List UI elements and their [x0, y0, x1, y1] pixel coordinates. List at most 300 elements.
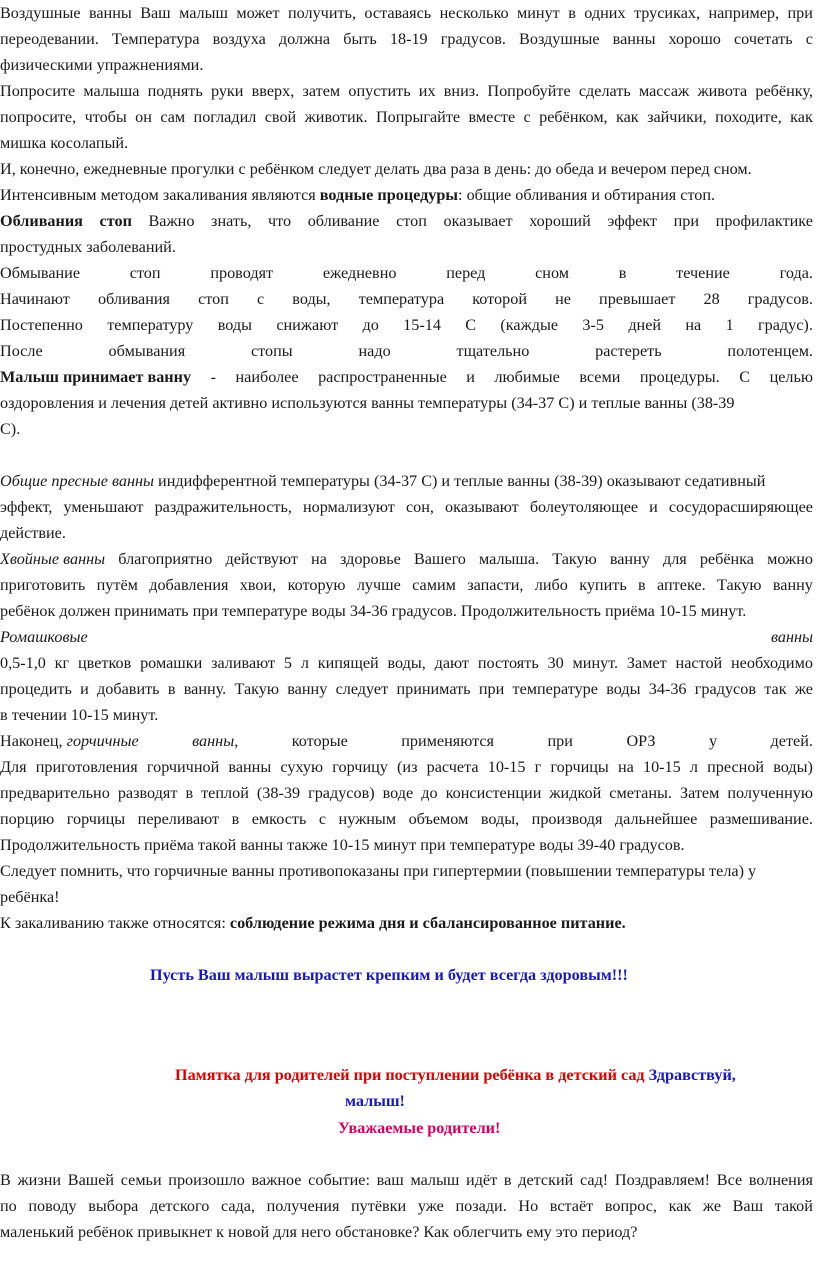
- paragraph-line: ребёнка!: [0, 888, 60, 906]
- word: сметаны.: [609, 784, 672, 802]
- word: которые: [291, 732, 348, 750]
- word: стоп: [396, 212, 427, 230]
- word: С: [465, 316, 477, 334]
- word: сада,: [220, 1197, 255, 1215]
- word: дней: [628, 316, 662, 334]
- paragraph-line: [0, 728, 813, 754]
- text-run: Интенсивным методом закаливания являются: [0, 186, 320, 204]
- paragraph-line: физическими упражнениями.: [0, 56, 204, 74]
- word: 28: [703, 290, 720, 308]
- word: воды: [217, 316, 252, 334]
- word: 0,5-1,0: [0, 654, 46, 672]
- word: стоп: [198, 290, 229, 308]
- paragraph-line: действие.: [0, 524, 66, 542]
- word: Температура: [111, 30, 200, 48]
- paragraph-line: маленький ребёнок привыкнет к новой для него обстановке? Как облегчить ему это период?: [0, 1223, 638, 1241]
- memo-parents: Уважаемые родители!: [338, 1119, 501, 1137]
- word: по: [0, 1197, 17, 1215]
- word: любимые: [494, 368, 560, 386]
- word: раздражительность,: [154, 498, 292, 516]
- word: при: [478, 680, 505, 698]
- paragraph-line: [0, 754, 813, 780]
- word: вопрос,: [604, 1197, 657, 1215]
- word: воды): [773, 758, 813, 776]
- word: поводу: [28, 1197, 77, 1215]
- word: живота: [697, 82, 748, 100]
- word: 1: [725, 316, 734, 334]
- bold-text: Обливания: [0, 212, 83, 230]
- word: градусов.: [440, 30, 506, 48]
- word: в: [618, 264, 627, 282]
- word: он: [135, 108, 152, 126]
- paragraph-line: простудных заболеваний.: [0, 238, 176, 256]
- word: обмывания: [108, 342, 186, 360]
- word: трусиках,: [633, 4, 701, 22]
- word: быть: [343, 30, 377, 48]
- word: ванну: [287, 680, 328, 698]
- word: воды: [606, 680, 641, 698]
- paragraph-line: [0, 182, 813, 208]
- word: воздуха: [212, 30, 266, 48]
- italic-text: Хвойные ванны: [0, 550, 106, 568]
- word: опустить: [348, 82, 411, 100]
- word: Воздушные: [0, 4, 81, 22]
- word: что: [267, 212, 292, 230]
- word: Обмывание: [0, 264, 81, 282]
- word: сном: [535, 264, 570, 282]
- word: 10-15: [487, 758, 526, 776]
- word: либо: [534, 576, 568, 594]
- word: ребёнка: [699, 550, 754, 568]
- word: В: [0, 1171, 11, 1189]
- word: с: [257, 290, 265, 308]
- word: походите,: [715, 108, 782, 126]
- bold-text: соблюдение режима дня и сбалансированное питание.: [229, 914, 626, 932]
- word: с: [805, 30, 813, 48]
- word: сочетать: [734, 30, 793, 48]
- word: надо: [358, 342, 391, 360]
- word: ежедневно: [322, 264, 397, 282]
- word: цветков: [78, 654, 132, 672]
- word: у: [708, 732, 718, 750]
- word: погладил: [193, 108, 257, 126]
- word: которую: [287, 576, 346, 594]
- word: предварительно: [0, 784, 110, 802]
- word: минут.: [572, 654, 619, 672]
- word: кг: [54, 654, 70, 672]
- word: же: [702, 1197, 722, 1215]
- word: одних: [584, 4, 626, 22]
- word: должна: [278, 30, 331, 48]
- word: размешивание.: [709, 810, 813, 828]
- word: следует: [335, 680, 389, 698]
- word: переодевании.: [0, 30, 99, 48]
- word: Воздушные: [519, 30, 600, 48]
- word: Но: [518, 1197, 539, 1215]
- word: приготовления: [35, 758, 138, 776]
- word: применяются: [401, 732, 495, 750]
- paragraph-line: Продолжительность приёма такой ванны также 10-15 минут при температуре воды 39-40 градусов.: [0, 836, 685, 854]
- word: объемом: [408, 810, 469, 828]
- word: температуре: [512, 680, 598, 698]
- word: Вашего: [413, 550, 466, 568]
- word: Замет: [626, 654, 667, 672]
- word: Такую: [552, 550, 597, 568]
- paragraph-line: [0, 104, 813, 130]
- word: Ваш: [732, 1197, 764, 1215]
- word: порцию: [0, 810, 55, 828]
- word: запасти,: [467, 576, 524, 594]
- word: хорошо: [668, 30, 721, 48]
- word: болеутоляющее: [529, 498, 639, 516]
- word: ванну: [609, 550, 650, 568]
- word: с: [523, 108, 531, 126]
- word: Важно: [148, 212, 195, 230]
- word: Затем: [679, 784, 720, 802]
- word: полученную: [727, 784, 813, 802]
- italic-text: Общие пресные ванны: [0, 472, 154, 490]
- word: воды,: [387, 654, 426, 672]
- word: самим: [412, 576, 456, 594]
- word: здоровье: [340, 550, 401, 568]
- word: на: [617, 758, 634, 776]
- word: до: [362, 316, 379, 334]
- word: позади.: [455, 1197, 507, 1215]
- word: в: [638, 576, 646, 594]
- word: течение: [676, 264, 730, 282]
- paragraph-line: [0, 572, 813, 598]
- word: Такую: [716, 576, 762, 594]
- word: встаёт: [549, 1197, 594, 1215]
- word: несколько: [439, 4, 509, 22]
- word: теплой: [201, 784, 249, 802]
- word: может: [236, 4, 280, 22]
- word: проводят: [210, 264, 274, 282]
- word: для: [662, 550, 687, 568]
- bold-text: Малыш принимает ванну: [0, 368, 192, 386]
- word: при: [787, 4, 813, 22]
- word: емкость: [251, 810, 307, 828]
- word: ромашки: [140, 654, 203, 672]
- word: горчицы: [550, 758, 609, 776]
- word: целью: [769, 368, 813, 386]
- word: жизни: [17, 1171, 62, 1189]
- bold-text: водные процедуры: [319, 186, 459, 204]
- word: действуют: [225, 550, 298, 568]
- word: поднять: [147, 82, 203, 100]
- italic-text: Ромашковые: [0, 628, 88, 646]
- word: 34-36: [648, 680, 687, 698]
- word: и: [80, 680, 89, 698]
- paragraph-line: [0, 286, 813, 312]
- word: ванны: [228, 758, 272, 776]
- word: не: [555, 290, 571, 308]
- paragraph-line: [0, 780, 813, 806]
- text-run: К закаливанию также относятся:: [0, 914, 230, 932]
- word: Вашей: [67, 1171, 115, 1189]
- paragraph-line: [0, 260, 813, 286]
- word: выбора: [88, 1197, 139, 1215]
- word: сад!: [580, 1171, 609, 1189]
- word: малыш: [410, 1171, 460, 1189]
- word: нужным: [338, 810, 397, 828]
- word: 30: [547, 654, 564, 672]
- word: так: [764, 680, 787, 698]
- paragraph-line: [0, 468, 813, 494]
- word: л: [300, 654, 309, 672]
- word: же: [794, 680, 813, 698]
- word: дают: [434, 654, 469, 672]
- word: постоять: [477, 654, 539, 672]
- word: получить,: [287, 4, 356, 22]
- word: в: [568, 4, 576, 22]
- word: оставаясь: [364, 4, 432, 22]
- italic-text: ванны: [192, 732, 235, 750]
- word: ваш: [376, 1171, 404, 1189]
- paragraph-line: оздоровления и лечения детей активно используются ванны температуры (34-37 С) и теплые ванны (38-39: [0, 394, 735, 412]
- word: путём: [96, 576, 138, 594]
- word: пресной: [707, 758, 765, 776]
- paragraph-line: И, конечно, ежедневные прогулки с ребёнком следует делать два раза в день: до обеда и вечером перед сном.: [0, 160, 752, 178]
- word: градусов: [694, 680, 756, 698]
- memo-title: Памятка для родителей при поступлении ребёнка в детский сад: [175, 1066, 645, 1084]
- word: обливание: [307, 212, 380, 230]
- text-run: : общие обливания и обтирания стоп.: [458, 186, 716, 204]
- word: детский: [518, 1171, 574, 1189]
- word: -: [210, 368, 216, 386]
- word: важное: [251, 1171, 302, 1189]
- word: детского: [149, 1197, 210, 1215]
- word: переливают: [137, 810, 220, 828]
- word: с: [318, 810, 327, 828]
- word: С: [739, 368, 751, 386]
- paragraph-line: [0, 650, 813, 676]
- word: животик.: [304, 108, 368, 126]
- word: сон,: [405, 498, 434, 516]
- word: нормализуют: [302, 498, 395, 516]
- word: производя: [531, 810, 603, 828]
- word: воде: [382, 784, 414, 802]
- word: обливания: [97, 290, 170, 308]
- word: оказывают: [445, 498, 519, 516]
- word: (38-39: [256, 784, 301, 802]
- word: консистенции: [445, 784, 542, 802]
- paragraph-line: [0, 312, 813, 338]
- word: при: [673, 212, 700, 230]
- word: событие:: [308, 1171, 370, 1189]
- paragraph-line: [0, 1167, 813, 1193]
- word: 18-19: [389, 30, 428, 48]
- word: жидкой: [549, 784, 602, 802]
- word: процедуры.: [639, 368, 720, 386]
- word: добавления: [149, 576, 229, 594]
- word: горчичной: [146, 758, 220, 776]
- word: Для: [0, 758, 27, 776]
- word: ванну: [772, 576, 813, 594]
- word: процедить: [0, 680, 72, 698]
- word: сосудорасширяющее: [668, 498, 813, 516]
- word: Все: [716, 1171, 743, 1189]
- memo-greeting: Здравствуй,: [648, 1066, 736, 1084]
- word: получения: [266, 1197, 340, 1215]
- text-run: ванны,: [192, 732, 239, 750]
- word: массаж: [638, 82, 690, 100]
- word: вместе: [468, 108, 516, 126]
- word: сухую: [280, 758, 324, 776]
- word: года.: [779, 264, 813, 282]
- word: л: [689, 758, 698, 776]
- word: 5: [283, 654, 293, 672]
- word: превышает: [599, 290, 676, 308]
- word: (каждые: [500, 316, 559, 334]
- word: 10-15: [642, 758, 681, 776]
- word: как: [790, 108, 813, 126]
- word: дальнейшее: [614, 810, 698, 828]
- word: приготовить: [0, 576, 86, 594]
- paragraph-line: [0, 676, 813, 702]
- paragraph-line: [0, 910, 813, 936]
- word: уже: [417, 1197, 444, 1215]
- word: аптеке.: [657, 576, 706, 594]
- word: как: [668, 1197, 692, 1215]
- word: и: [466, 368, 475, 386]
- paragraph-line: [0, 806, 813, 832]
- closing-wish: Пусть Ваш малыш вырастет крепким и будет всегда здоровым!!!: [150, 966, 628, 984]
- word: воды,: [292, 290, 331, 308]
- word: Ваш: [140, 4, 171, 22]
- word: Попросите: [0, 82, 76, 100]
- paragraph-line: [0, 208, 813, 234]
- word: тщательно: [456, 342, 530, 360]
- word: затем: [302, 82, 341, 100]
- word: Попрыгайте: [375, 108, 461, 126]
- word: до: [421, 784, 438, 802]
- word: стопы: [250, 342, 293, 360]
- text-run: Наконец, горчичные: [0, 732, 139, 750]
- word: градусов.: [747, 290, 813, 308]
- word: зайчики,: [647, 108, 707, 126]
- paragraph-line: [0, 494, 813, 520]
- word: распространенные: [318, 368, 447, 386]
- word: свой: [264, 108, 297, 126]
- word: ванны: [88, 4, 132, 22]
- word: температура: [358, 290, 445, 308]
- word: в: [167, 680, 176, 698]
- word: в: [185, 784, 194, 802]
- word: горчицу: [332, 758, 388, 776]
- word: семьи: [120, 1171, 162, 1189]
- paragraph-line: [0, 546, 813, 572]
- memo-greeting-line: малыш!: [345, 1092, 405, 1110]
- word: наиболее: [235, 368, 299, 386]
- word: путёвки: [351, 1197, 407, 1215]
- word: произошло: [168, 1171, 245, 1189]
- word: сам: [160, 108, 186, 126]
- word: снижают: [276, 316, 339, 334]
- bold-text: стоп: [99, 212, 132, 230]
- word: кипящей: [317, 654, 379, 672]
- paragraph-line: [0, 78, 813, 104]
- word: такой: [774, 1197, 813, 1215]
- word: ребёнку,: [755, 82, 813, 100]
- word: хвои,: [239, 576, 277, 594]
- word: полотенцем.: [727, 342, 813, 360]
- word: ванну.: [183, 680, 227, 698]
- word: минут: [517, 4, 560, 22]
- word: оказывает: [443, 212, 513, 230]
- word: лучше: [356, 576, 401, 594]
- word: детей.: [770, 732, 813, 750]
- paragraph-line: [0, 1193, 813, 1219]
- word: в: [503, 1171, 512, 1189]
- word: заливают: [211, 654, 276, 672]
- word: руки: [210, 82, 244, 100]
- word: как: [616, 108, 639, 126]
- word: малыша: [83, 82, 140, 100]
- paragraph-line: в течении 10-15 минут.: [0, 706, 159, 724]
- word: в: [231, 810, 240, 828]
- word: ребёнком,: [539, 108, 608, 126]
- word: растереть: [595, 342, 662, 360]
- word: и: [649, 498, 658, 516]
- word: перед: [446, 264, 486, 282]
- word: малыша.: [479, 550, 540, 568]
- paragraph-line: [0, 0, 813, 26]
- memo-heading: [175, 1062, 795, 1088]
- word: настой: [675, 654, 723, 672]
- paragraph-line: Следует помнить, что горчичные ванны противопоказаны при гипертермии (повышении температуры тела) у: [0, 862, 757, 880]
- word: вверх,: [251, 82, 295, 100]
- word: на: [311, 550, 327, 568]
- word: градусов): [308, 784, 375, 802]
- word: 15-14: [403, 316, 441, 334]
- italic-text: ванны: [770, 628, 813, 646]
- word: например,: [708, 4, 780, 22]
- paragraph-line: [0, 338, 813, 364]
- word: сделать: [578, 82, 631, 100]
- word: необходимо: [731, 654, 813, 672]
- word: Попробуйте: [487, 82, 571, 100]
- paragraph-line: ребёнок должен принимать при температуре воды 34-36 градусов. Продолжительность приёма 10-15 минут.: [0, 602, 747, 620]
- word: знать,: [211, 212, 252, 230]
- word: Такую: [234, 680, 279, 698]
- italic-text: горчичные: [66, 732, 139, 750]
- word: всеми: [579, 368, 621, 386]
- word: Постепенно: [0, 316, 83, 334]
- word: г: [534, 758, 542, 776]
- word: добавить: [97, 680, 160, 698]
- word: (из: [397, 758, 418, 776]
- word: расчета: [426, 758, 479, 776]
- word: чтобы: [84, 108, 127, 126]
- word: горчицы: [66, 810, 126, 828]
- word: стоп: [129, 264, 161, 282]
- paragraph-line: мишка косолапый.: [0, 134, 129, 152]
- word: ОРЗ: [626, 732, 656, 750]
- word: градус).: [758, 316, 813, 334]
- word: принимать: [396, 680, 471, 698]
- text-run: индифферентной температуры (34-37 С) и теплые ванны (38-39) оказывают седативный: [153, 472, 766, 490]
- word: профилактике: [715, 212, 813, 230]
- paragraph-line: [0, 364, 813, 390]
- word: воды,: [480, 810, 520, 828]
- word: После: [0, 342, 43, 360]
- word: эффект,: [0, 498, 53, 516]
- word: ванны: [612, 30, 656, 48]
- word: благоприятно: [118, 550, 213, 568]
- word: попросите,: [0, 108, 77, 126]
- word: хороший: [529, 212, 591, 230]
